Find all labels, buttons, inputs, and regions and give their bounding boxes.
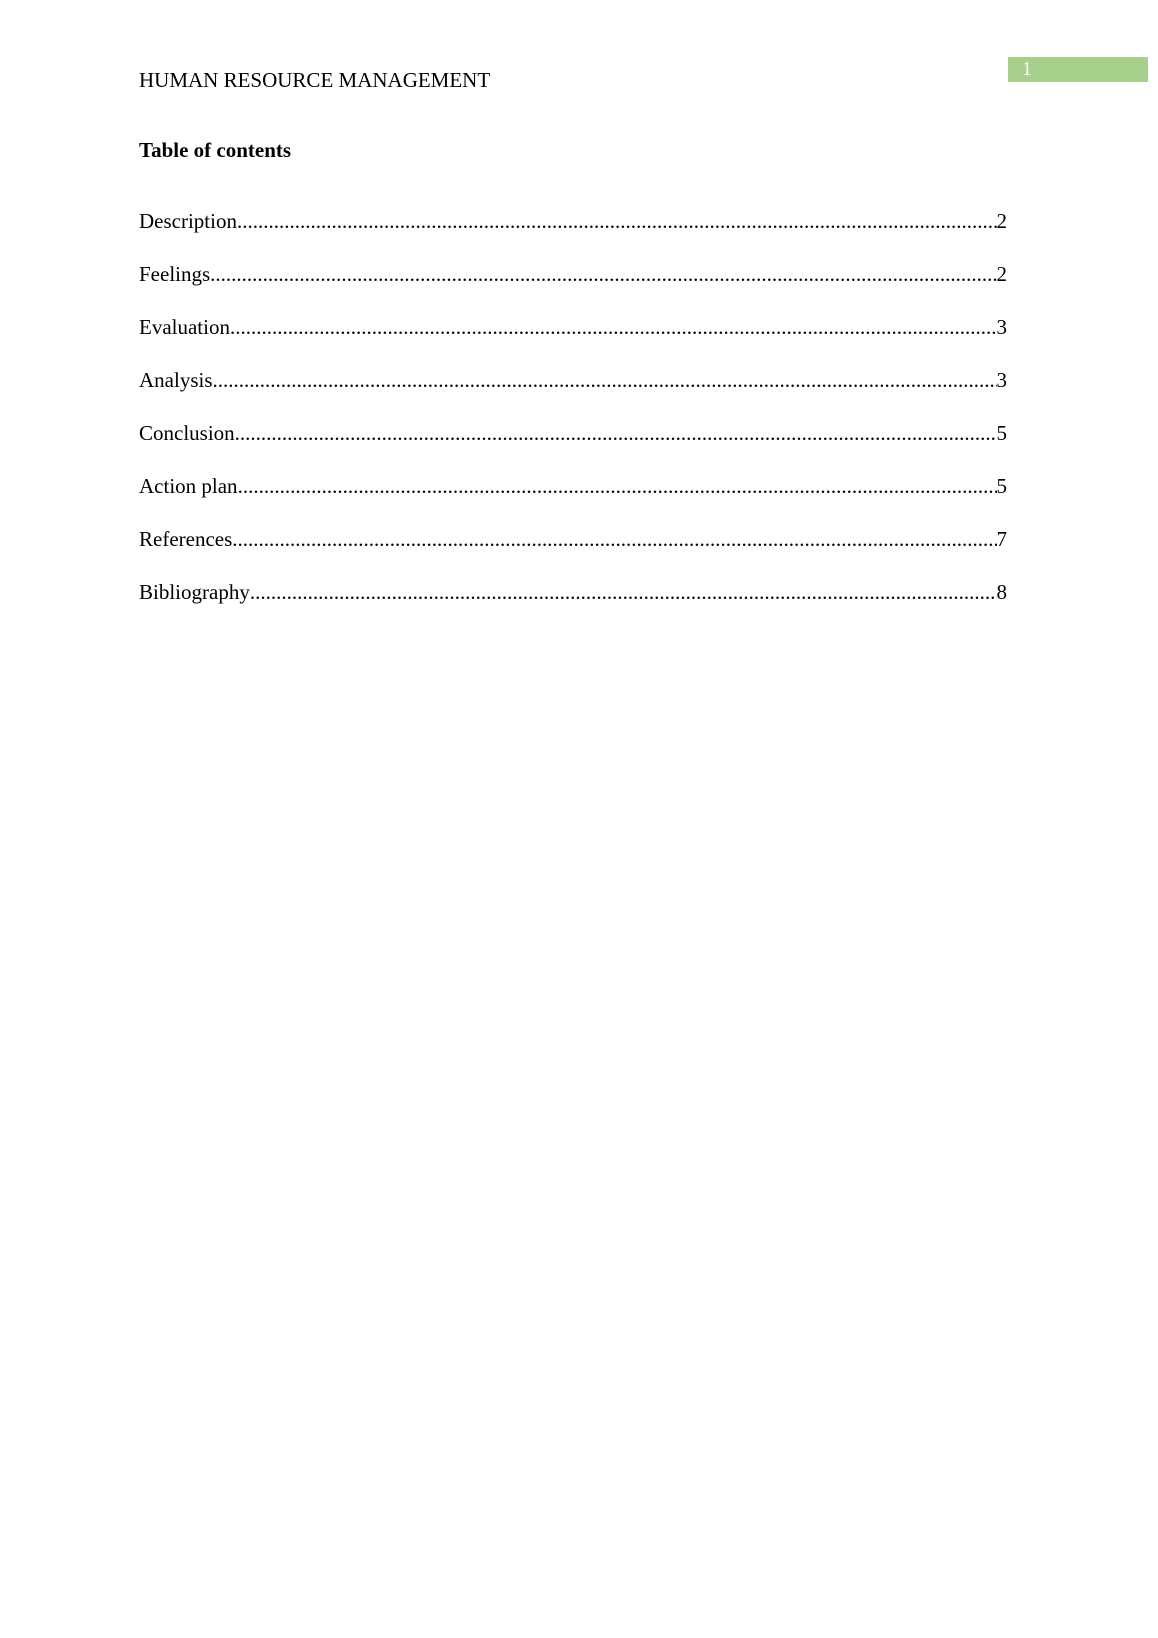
toc-entry-evaluation[interactable] xyxy=(139,313,1007,366)
toc-entry-label: References xyxy=(139,527,233,551)
toc-dot-leader xyxy=(213,366,997,394)
toc-entry-label: Analysis xyxy=(139,368,213,392)
toc-entry-bibliography[interactable] xyxy=(139,578,1007,631)
page-number: 1 xyxy=(1022,58,1032,80)
toc-entry-references[interactable] xyxy=(139,525,1007,578)
toc-entry-page: 2 xyxy=(996,262,1007,286)
toc-entry-page: 3 xyxy=(996,368,1007,392)
toc-entry-page: 7 xyxy=(996,527,1007,551)
toc-dot-leader xyxy=(238,472,997,500)
toc-entry-action-plan[interactable] xyxy=(139,472,1007,525)
table-of-contents xyxy=(139,207,1007,631)
toc-entry-label: Conclusion xyxy=(139,421,235,445)
toc-entry-label: Feelings xyxy=(139,262,211,286)
toc-entry-page: 2 xyxy=(996,209,1007,233)
toc-entry-label: Description xyxy=(139,209,237,233)
toc-dot-leader xyxy=(235,419,997,447)
toc-entry-description[interactable] xyxy=(139,207,1007,260)
toc-entry-page: 5 xyxy=(996,474,1007,498)
running-header: HUMAN RESOURCE MANAGEMENT xyxy=(139,68,491,92)
toc-entry-feelings[interactable] xyxy=(139,260,1007,313)
toc-entry-label: Bibliography xyxy=(139,580,250,604)
toc-entry-conclusion[interactable] xyxy=(139,419,1007,472)
toc-dot-leader xyxy=(232,525,996,553)
toc-dot-leader xyxy=(210,260,996,288)
toc-entry-page: 8 xyxy=(996,580,1007,604)
toc-dot-leader xyxy=(230,313,997,341)
toc-dot-leader xyxy=(250,578,997,606)
toc-entry-label: Action plan xyxy=(139,474,238,498)
toc-dot-leader xyxy=(237,207,997,235)
page-number-badge xyxy=(1008,57,1148,82)
toc-entry-analysis[interactable] xyxy=(139,366,1007,419)
toc-entry-page: 3 xyxy=(996,315,1007,339)
toc-entry-label: Evaluation xyxy=(139,315,230,339)
toc-heading: Table of contents xyxy=(139,138,292,162)
toc-entry-page: 5 xyxy=(996,421,1007,445)
